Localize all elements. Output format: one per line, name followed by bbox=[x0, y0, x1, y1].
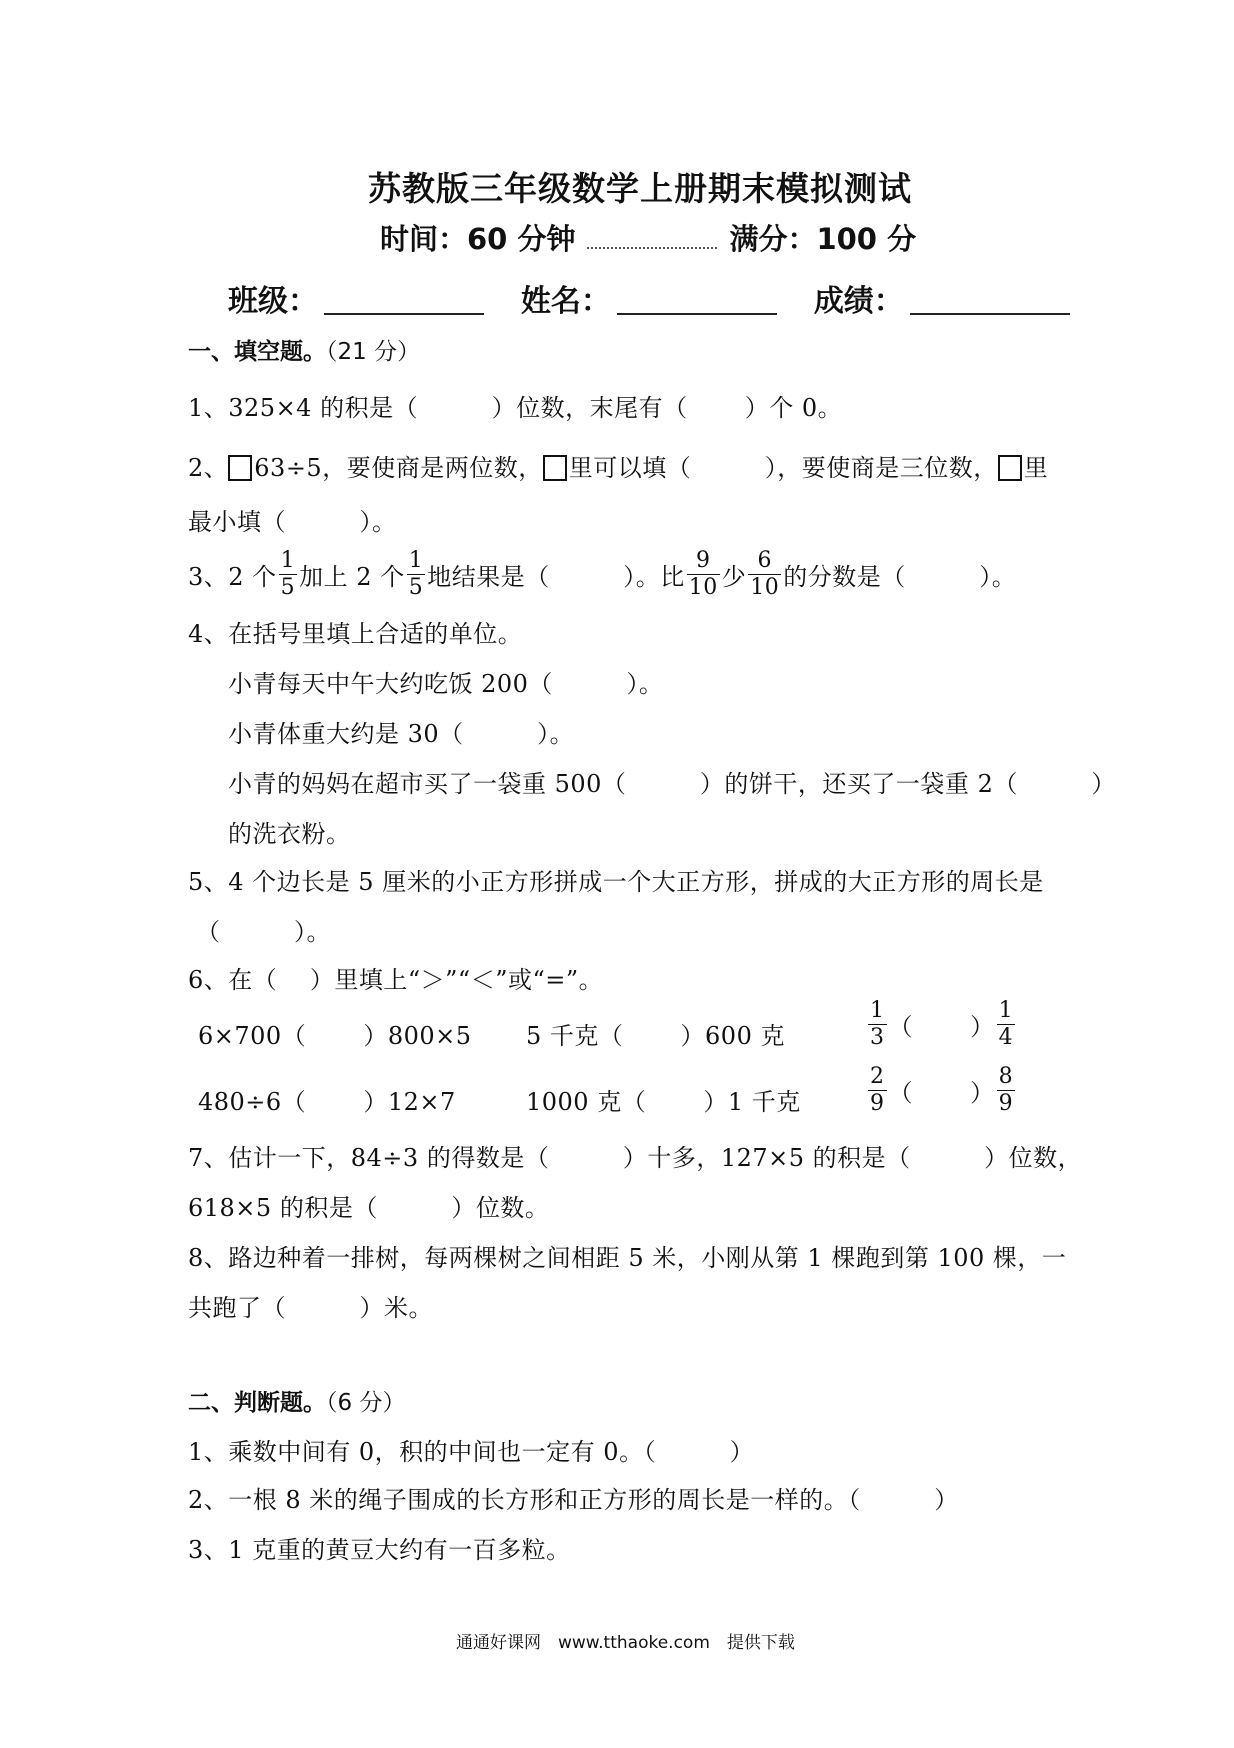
q3-text-1: 3、2 个 bbox=[188, 563, 277, 591]
numerator: 6 bbox=[748, 548, 781, 575]
q3-text-3: 地结果是（ ）。比 bbox=[427, 563, 685, 591]
fraction bbox=[868, 998, 887, 1051]
q3-text-2: 加上 2 个 bbox=[299, 563, 405, 591]
question-3 bbox=[188, 548, 1017, 605]
compare-5: 1000 克（ ）1 千克 bbox=[526, 1088, 801, 1116]
compare-2: 5 千克（ ）600 克 bbox=[526, 1022, 785, 1050]
denominator: 5 bbox=[408, 575, 424, 600]
compare-blank: （ ） bbox=[888, 1079, 995, 1107]
compare-4: 480÷6（ ）12×7 bbox=[198, 1088, 456, 1116]
section1-heading bbox=[188, 333, 420, 366]
section2-points: （6 分） bbox=[326, 1390, 406, 1416]
q2-text-2: 里可以填（ ），要使商是三位数， bbox=[568, 454, 998, 482]
compare-6 bbox=[866, 1064, 1017, 1121]
denominator: 9 bbox=[870, 1091, 885, 1116]
section2-title: 二、判断题。 bbox=[188, 1390, 326, 1416]
digit-box[interactable] bbox=[998, 455, 1022, 481]
numerator: 1 bbox=[280, 548, 296, 573]
question-5: 5、4 个边长是 5 厘米的小正方形拼成一个大正方形，拼成的大正方形的周长是 bbox=[188, 868, 1044, 896]
fraction bbox=[868, 1064, 887, 1117]
judge-1: 1、乘数中间有 0，积的中间也一定有 0。（ ） bbox=[188, 1438, 755, 1466]
question-4: 4、在括号里填上合适的单位。 bbox=[188, 620, 523, 648]
question-8: 8、路边种着一排树，每两棵树之间相距 5 米，小刚从第 1 棵跑到第 100 棵，一 bbox=[188, 1244, 1067, 1272]
compare-blank: （ ） bbox=[888, 1013, 995, 1041]
section2-heading bbox=[188, 1384, 405, 1417]
page-title: 苏教版三年级数学上册期末模拟测试 bbox=[368, 169, 912, 208]
judge-2: 2、一根 8 米的绳子围成的长方形和正方形的周长是一样的。（ ） bbox=[188, 1486, 959, 1514]
name-field[interactable] bbox=[617, 285, 777, 315]
question-7-line2: 618×5 的积是（ ）位数。 bbox=[188, 1194, 550, 1222]
question-2-line2: 最小填（ ）。 bbox=[188, 508, 397, 536]
denominator: 9 bbox=[998, 1091, 1014, 1116]
question-2 bbox=[188, 448, 1048, 483]
class-field[interactable] bbox=[324, 285, 484, 315]
question-8-line2: 共跑了（ ）米。 bbox=[188, 1294, 433, 1322]
section1-title: 一、填空题。 bbox=[188, 339, 326, 365]
section1-points: （21 分） bbox=[326, 339, 421, 365]
digit-box[interactable] bbox=[228, 455, 252, 481]
q2-text-3: 里 bbox=[1023, 454, 1049, 482]
fraction bbox=[279, 548, 298, 601]
name-label: 姓名： bbox=[520, 284, 611, 319]
question-6: 6、在（ ）里填上“＞”“＜”或“=”。 bbox=[188, 966, 604, 994]
question-4-d: 的洗衣粉。 bbox=[228, 820, 351, 848]
fraction bbox=[407, 548, 426, 601]
question-4-c: 小青的妈妈在超市买了一袋重 500（ ）的饼干，还买了一袋重 2（ ） bbox=[228, 770, 1116, 798]
fraction bbox=[748, 548, 781, 601]
denominator: 4 bbox=[998, 1025, 1014, 1050]
numerator: 1 bbox=[408, 548, 424, 573]
denominator: 10 bbox=[688, 575, 718, 600]
grade-field[interactable] bbox=[910, 285, 1070, 315]
score-label: 满分：100 分 bbox=[729, 222, 917, 256]
student-info-row bbox=[228, 276, 1070, 320]
question-5-line2: （ ）。 bbox=[196, 918, 331, 946]
q2-number: 2、 bbox=[188, 454, 229, 482]
question-1: 1、325×4 的积是（ ）位数，末尾有（ ）个 0。 bbox=[188, 394, 843, 422]
fraction bbox=[687, 548, 720, 601]
question-4-a: 小青每天中午大约吃饭 200（ ）。 bbox=[228, 670, 664, 698]
numerator: 8 bbox=[998, 1064, 1014, 1089]
q3-text-4: 少 bbox=[721, 563, 747, 591]
class-label: 班级： bbox=[228, 284, 318, 319]
fraction bbox=[997, 998, 1016, 1051]
dotted-separator bbox=[587, 225, 717, 249]
compare-1: 6×700（ ）800×5 bbox=[198, 1022, 472, 1050]
footer-text: 通通好课网 www.tthaoke.com 提供下载 bbox=[456, 1633, 795, 1653]
numerator: 1 bbox=[998, 998, 1014, 1023]
digit-box[interactable] bbox=[543, 455, 567, 481]
q2-text-1: 63÷5，要使商是两位数， bbox=[254, 454, 543, 482]
denominator: 5 bbox=[280, 575, 296, 600]
time-label: 时间：60 分钟 bbox=[380, 222, 576, 256]
denominator: 3 bbox=[870, 1025, 885, 1050]
fraction bbox=[997, 1064, 1016, 1117]
question-7: 7、估计一下，84÷3 的得数是（ ）十多，127×5 的积是（ ）位数， bbox=[188, 1144, 1083, 1172]
numerator: 2 bbox=[870, 1064, 885, 1089]
exam-info bbox=[380, 217, 916, 258]
question-4-b: 小青体重大约是 30（ ）。 bbox=[228, 720, 575, 748]
q3-text-5: 的分数是（ ）。 bbox=[783, 563, 1017, 591]
numerator: 1 bbox=[870, 998, 885, 1023]
compare-3 bbox=[866, 998, 1017, 1055]
judge-3: 3、1 克重的黄豆大约有一百多粒。 bbox=[188, 1536, 571, 1564]
numerator: 9 bbox=[687, 548, 720, 575]
grade-label: 成绩： bbox=[813, 284, 904, 319]
denominator: 10 bbox=[750, 575, 780, 600]
